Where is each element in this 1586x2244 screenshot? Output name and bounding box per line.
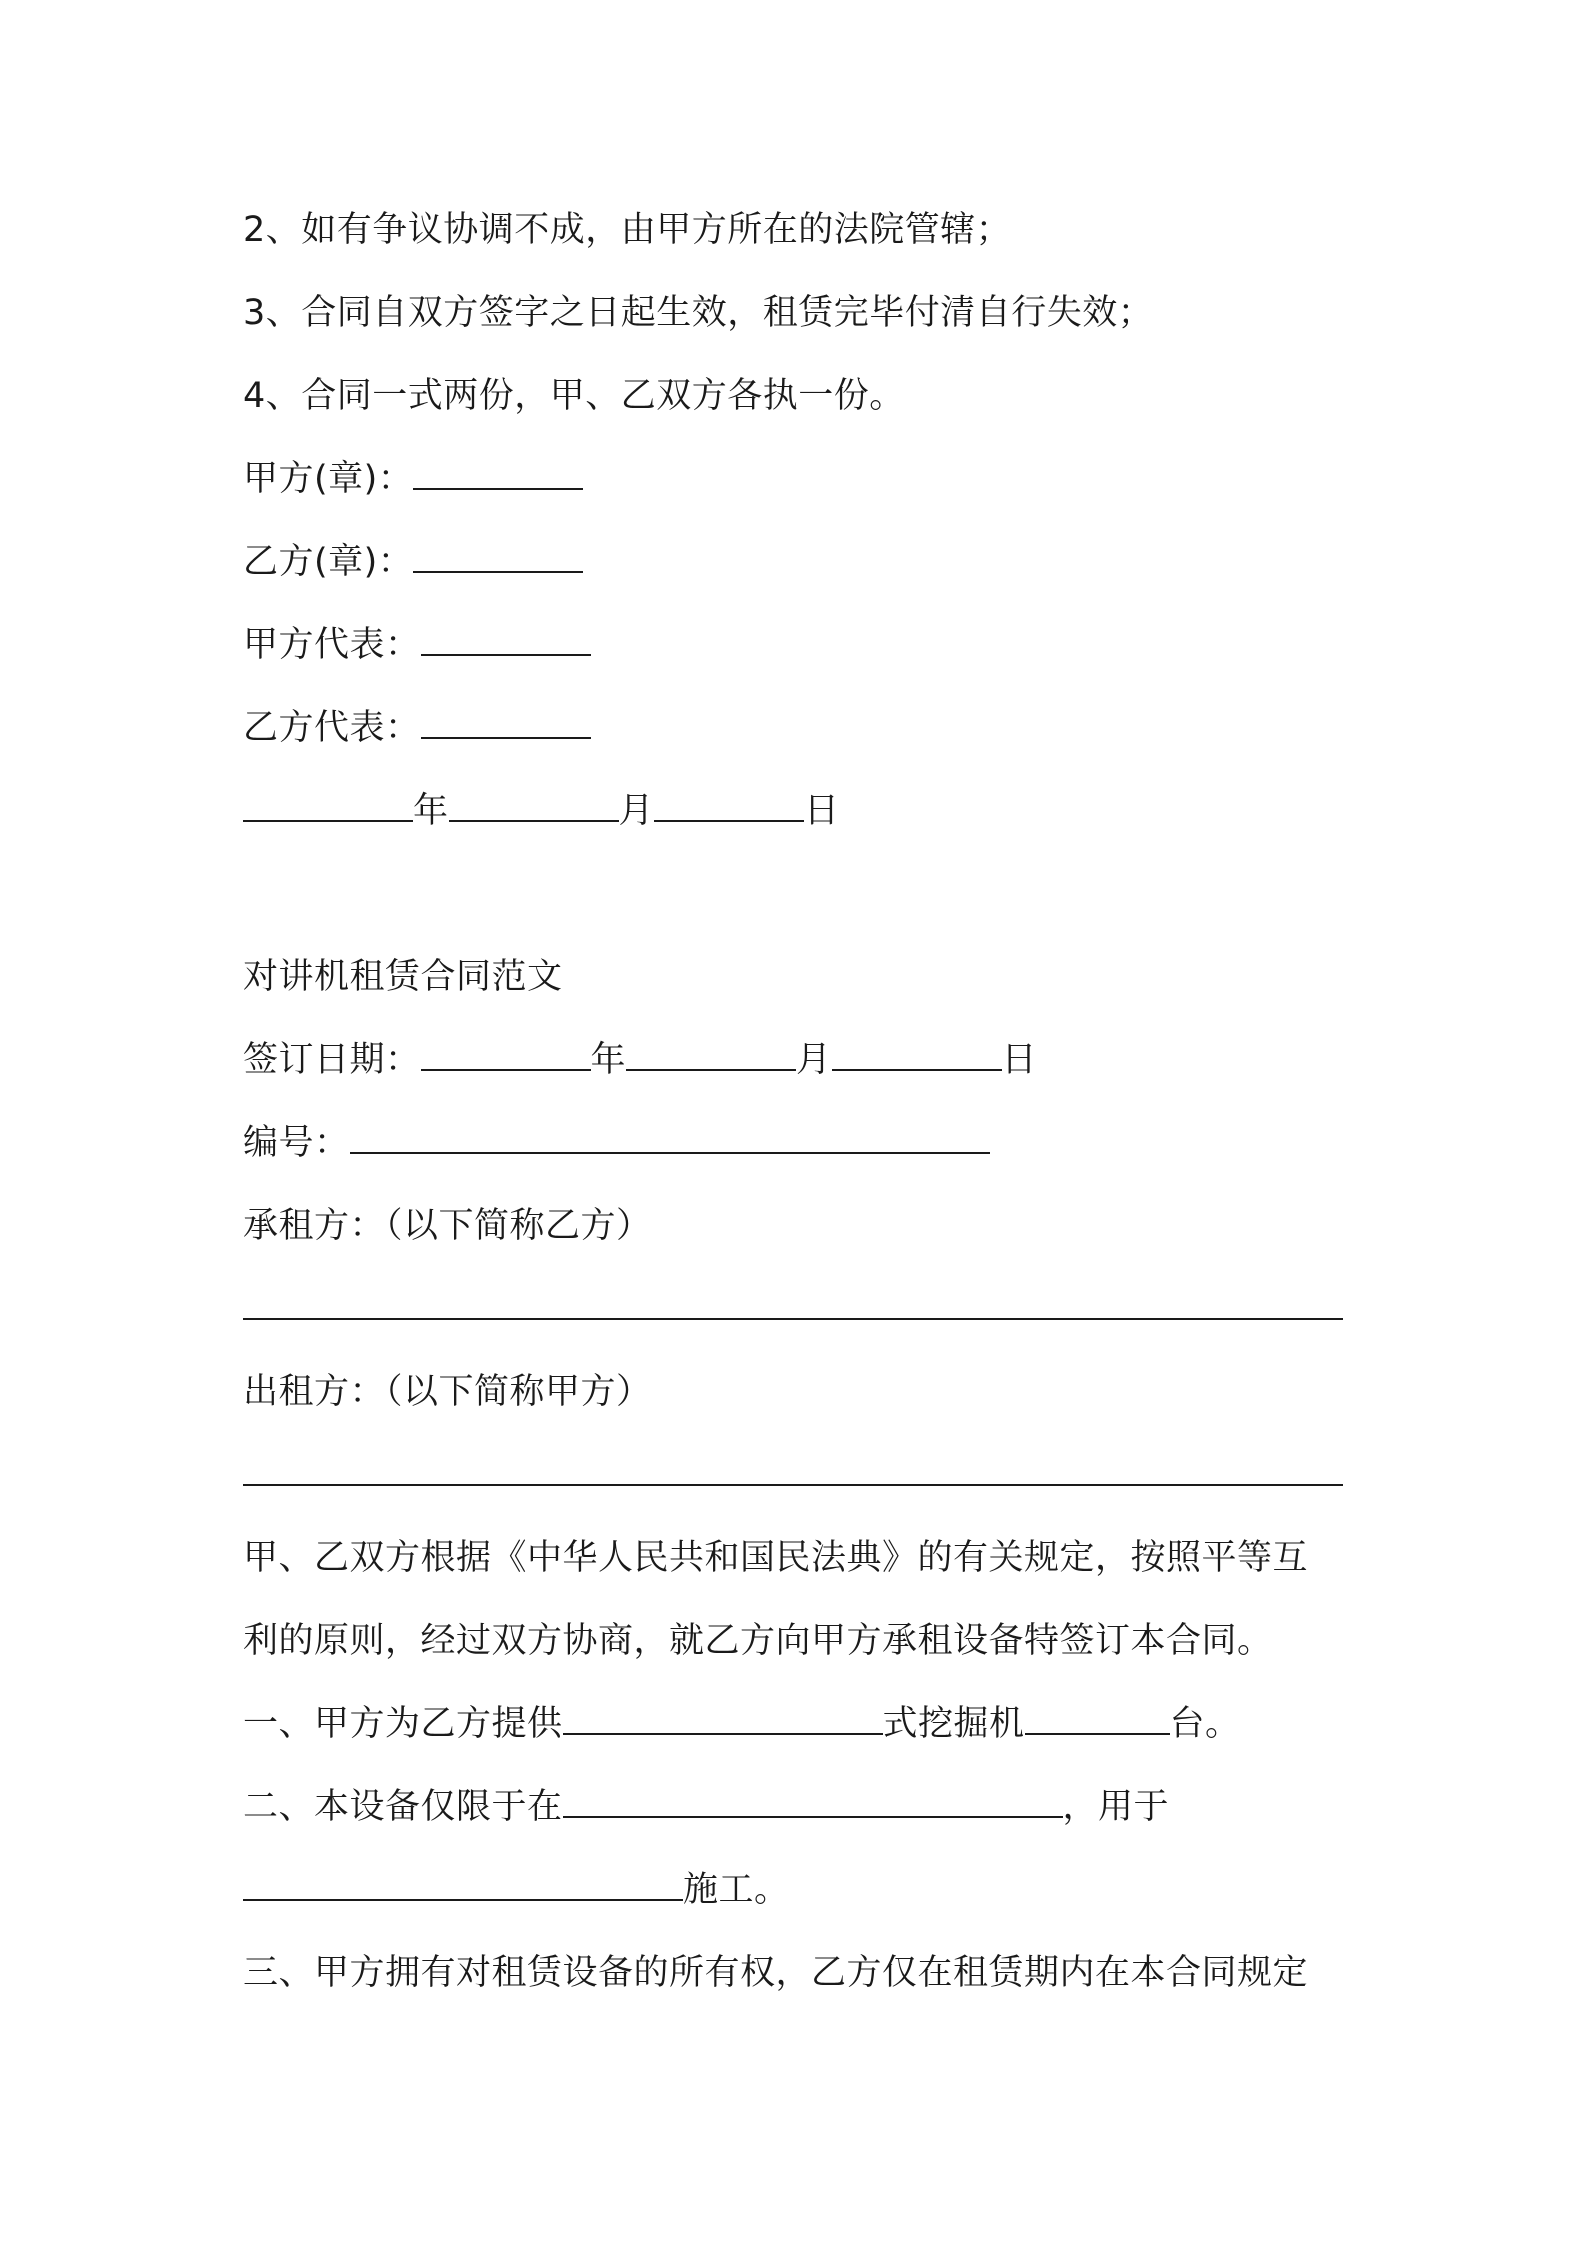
signature-date: 年 月 日	[243, 789, 840, 833]
party-b-representative: 乙方代表：	[243, 706, 591, 750]
blank-line	[563, 1786, 1063, 1818]
blank-line	[243, 1869, 683, 1901]
blank-line	[449, 790, 619, 822]
article-1: 一、甲方为乙方提供 式挖掘机 台。	[243, 1704, 1241, 1744]
article-2-cont: 施工。	[243, 1868, 790, 1912]
blank-line	[421, 707, 591, 739]
blank-line	[832, 1039, 1002, 1071]
signing-date: 签订日期： 年 月 日	[243, 1040, 1038, 1080]
lessee-blank	[243, 1287, 1343, 1331]
preamble-line-2: 利的原则，经过双方协商，就乙方向甲方承租设备特签订本合同。	[243, 1621, 1273, 1661]
lessor-blank	[243, 1453, 1343, 1497]
blank-line	[413, 458, 583, 490]
blank-line	[243, 790, 413, 822]
lessee-label: 承租方：（以下简称乙方）	[243, 1206, 652, 1246]
blank-line	[654, 790, 804, 822]
blank-line	[1025, 1703, 1170, 1735]
blank-line	[413, 541, 583, 573]
preamble-line-1: 甲、乙双方根据《中华人民共和国民法典》的有关规定，按照平等互	[243, 1538, 1309, 1578]
party-a-seal: 甲方(章)：	[243, 457, 583, 501]
clause-3: 3、合同自双方签字之日起生效，租赁完毕付清自行失效；	[243, 293, 1154, 333]
contract-number: 编号：	[243, 1121, 990, 1165]
clause-2: 2、如有争议协调不成，由甲方所在的法院管辖；	[243, 210, 1012, 250]
document-title: 对讲机租赁合同范文	[243, 957, 563, 997]
blank-line	[421, 624, 591, 656]
blank-line	[243, 1454, 1343, 1486]
lessor-label: 出租方：（以下简称甲方）	[243, 1372, 652, 1412]
article-2: 二、本设备仅限于在 ，用于	[243, 1787, 1170, 1827]
blank-line	[421, 1039, 591, 1071]
blank-line	[563, 1703, 883, 1735]
article-3: 三、甲方拥有对租赁设备的所有权，乙方仅在租赁期内在本合同规定	[243, 1953, 1309, 1993]
blank-line	[243, 1288, 1343, 1320]
clause-4: 4、合同一式两份，甲、乙双方各执一份。	[243, 376, 905, 416]
party-b-seal: 乙方(章)：	[243, 540, 583, 584]
blank-line	[350, 1122, 990, 1154]
party-a-representative: 甲方代表：	[243, 623, 591, 667]
blank-line	[626, 1039, 796, 1071]
